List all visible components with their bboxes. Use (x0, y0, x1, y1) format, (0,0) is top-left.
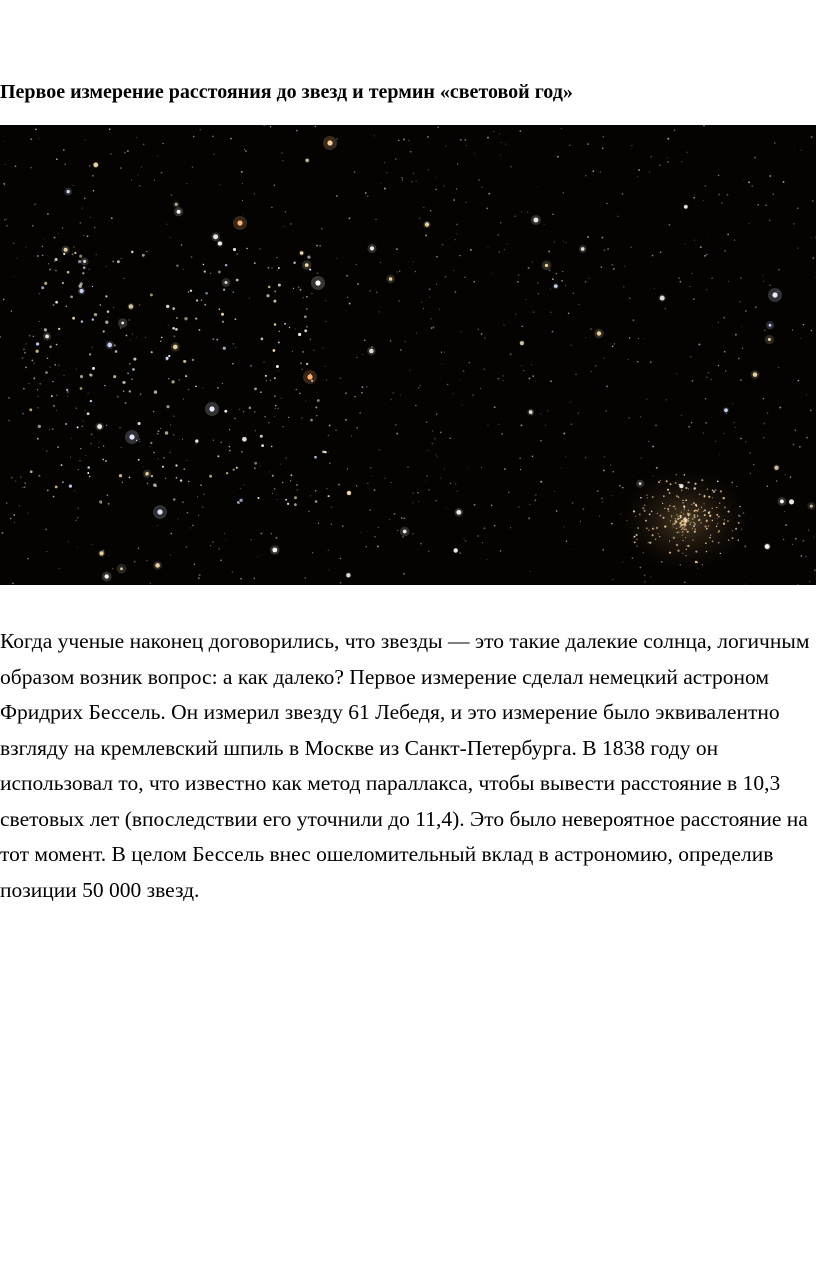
starfield-image (0, 125, 816, 585)
article-heading: Первое измерение расстояния до звезд и термин «световой год» (0, 81, 573, 103)
article-paragraph: Когда ученые наконец договорились, что звезды — это такие далекие солнца, логичным образом возник вопрос: а как далеко? Первое измерение сделал немецкий астроном Фридрих Бессель. Он измерил звезду 61 Лебедя, и это измерение было эквивалентно взгляду на кремлевский шпиль в Москве из Санкт-Петербурга. В 1838 году он использовал то, что известно как метод параллакса, чтобы вывести расстояние в 10,3 световых лет (впоследствии его уточнили до 11,4). Это было невероятное расстояние на тот момент. В целом Бессель внес ошеломительный вклад в астрономию, определив позиции 50 000 звезд. (0, 629, 810, 902)
starfield-photo (0, 125, 816, 585)
